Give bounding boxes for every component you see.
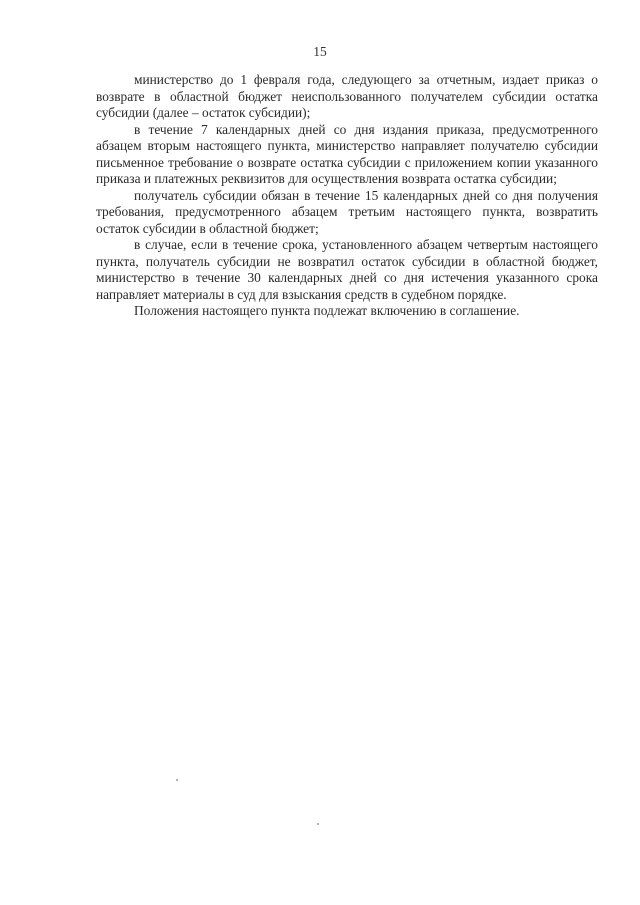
scan-speck (176, 779, 178, 781)
scan-speck (317, 823, 319, 825)
page-number: 15 (313, 44, 327, 59)
paragraph-court-recovery: в случае, если в течение срока, установленного абзацем четвертым настоящего пункта, получатель субсидии не возвратил остаток субсидии в областной бюджет, министерство в течение 30 календарных дней со дня истечения указанного срока направляет материалы в суд для взыскания средств в судебном порядке. (96, 237, 598, 302)
paragraph-recipient-obligation: получатель субсидии обязан в течение 15 календарных дней со дня получения требования, предусмотренного абзацем третьим настоящего пункта, возвратить остаток субсидии в областной бюджет; (96, 187, 598, 236)
paragraph-refund-demand: в течение 7 календарных дней со дня издания приказа, предусмотренного абзацем вторым настоящего пункта, министерство направляет получателю субсидии письменное требование о возврате остатка субсидии с приложением копии указанного приказа и платежных реквизитов для осуществления возврата остатка субсидии; (96, 121, 598, 186)
paragraph-agreement-inclusion: Положения настоящего пункта подлежат включению в соглашение. (134, 303, 520, 318)
document-body (96, 72, 598, 320)
paragraph-ministry-order: министерство до 1 февраля года, следующего за отчетным, издает приказ о возврате в областной бюджет неиспользованного получателем субсидии остатка субсидии (далее – остаток субсидии); (96, 72, 598, 120)
